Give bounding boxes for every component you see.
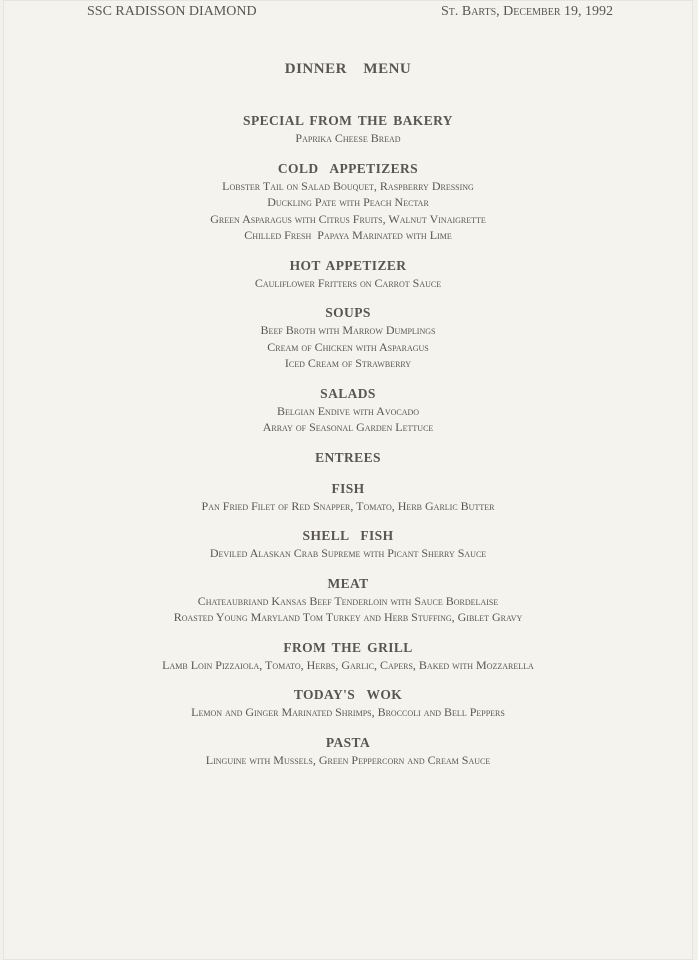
menu-item: Green Asparagus with Citrus Fruits, Walnut Vinaigrette <box>210 211 486 226</box>
section-heading: MEAT <box>327 575 369 591</box>
section-heading: COLD APPETIZERS <box>277 160 419 176</box>
menu-item: Lobster Tail on Salad Bouquet, Raspberry Dressing <box>222 178 474 193</box>
menu-section <box>3 449 693 467</box>
menu-section <box>3 734 693 769</box>
section-heading: HOT APPETIZER <box>289 257 407 273</box>
menu-section <box>3 385 693 436</box>
section-heading: FISH <box>331 480 365 496</box>
section-heading: SOUPS <box>325 305 371 320</box>
menu-item: Paprika Cheese Bread <box>295 131 401 145</box>
menu-section <box>3 480 693 515</box>
menu-item: Duckling Pate with Peach Nectar <box>267 195 429 209</box>
menu-section <box>3 575 693 626</box>
section-heading: PASTA <box>325 734 371 750</box>
menu-item: Linguine with Mussels, Green Peppercorn and Cream Sauce <box>205 752 491 767</box>
menu-sections <box>3 112 693 781</box>
section-heading: SHELL FISH <box>302 528 394 543</box>
menu-item: Chilled Fresh Papaya Marinated with Lime <box>244 228 452 242</box>
menu-item: Roasted Young Maryland Tom Turkey and Herb Stuffing, Giblet Gravy <box>173 610 523 624</box>
place-date: St. Barts, December 19, 1992 <box>440 4 613 19</box>
menu-section <box>3 112 693 147</box>
menu-item: Chateaubriand Kansas Beef Tenderloin with Sauce Bordelaise <box>197 593 499 608</box>
menu-section <box>3 304 693 372</box>
menu-section <box>3 686 693 721</box>
menu-item: Cream of Chicken with Asparagus <box>267 339 429 354</box>
section-heading: FROM THE GRILL <box>283 639 413 655</box>
menu-item: Beef Broth with Marrow Dumplings <box>260 323 436 337</box>
menu-section <box>3 257 693 292</box>
page-title: DINNER MENU <box>284 61 412 77</box>
menu-section <box>3 160 693 244</box>
menu-item: Iced Cream of Strawberry <box>284 356 412 370</box>
menu-item: Lemon and Ginger Marinated Shrimps, Broccoli and Bell Peppers <box>191 705 505 719</box>
menu-item: Belgian Endive with Avocado <box>276 403 420 418</box>
section-heading: SPECIAL FROM THE BAKERY <box>243 113 453 128</box>
menu-item: Cauliflower Fritters on Carrot Sauce <box>254 275 442 290</box>
menu-item: Pan Fried Filet of Red Snapper, Tomato, Herb Garlic Butter <box>201 498 495 513</box>
menu-item: Lamb Loin Pizzaiola, Tomato, Herbs, Garlic, Capers, Baked with Mozzarella <box>162 657 534 672</box>
menu-item: Array of Seasonal Garden Lettuce <box>262 420 434 434</box>
section-heading: ENTREES <box>315 449 381 465</box>
menu-section <box>3 527 693 562</box>
menu-page <box>3 0 693 960</box>
menu-item: Deviled Alaskan Crab Supreme with Picant Sherry Sauce <box>209 546 487 560</box>
section-heading: TODAY'S WOK <box>293 687 403 702</box>
menu-section <box>3 639 693 674</box>
section-heading: SALADS <box>320 385 376 401</box>
ship-name: SSC RADISSON DIAMOND <box>87 4 257 19</box>
